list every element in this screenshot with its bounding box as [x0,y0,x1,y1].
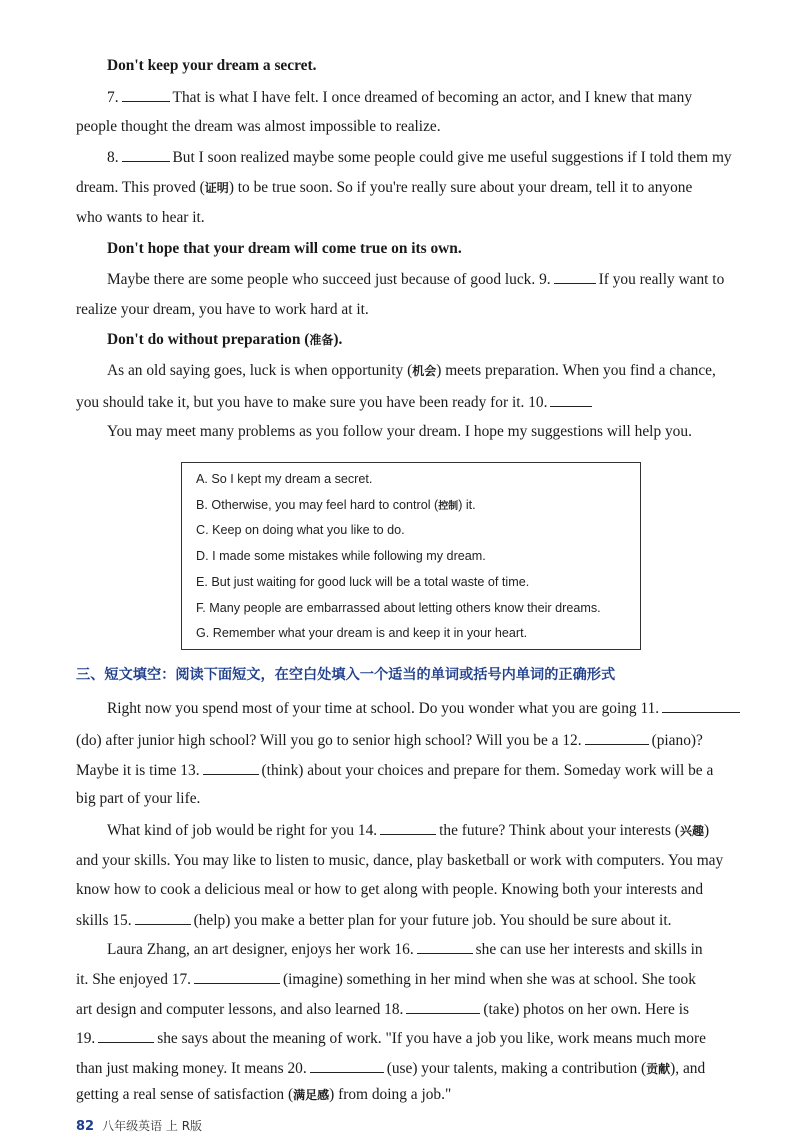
footer-text: 八年级英语 上 R版 [102,1119,203,1133]
text: ) from doing a job." [329,1086,452,1103]
option-g: G. Remember what your dream is and keep it in your heart. [196,626,528,640]
text: Laura Zhang, an art designer, enjoys her work 16. [107,941,414,958]
text: ) [703,822,710,839]
answer-blank-7[interactable] [122,87,170,102]
answer-blank-9[interactable] [554,269,596,284]
answer-blank-10[interactable] [550,392,592,407]
text: you should take it, but you have to make sure you have been ready for it. 10. [76,394,548,411]
paragraph-8-line-3: who wants to hear it. [76,209,205,226]
chinese-gloss: 证明 [204,181,229,195]
paragraph-7-line-1 [107,87,692,108]
text: Maybe it is time 13. [76,762,200,779]
option-a: A. So I kept my dream a secret. [196,472,373,486]
chinese-gloss: 控制 [438,501,459,512]
question-number-7: 7. [107,89,119,106]
s3-line-13 [76,1058,705,1079]
text: 19. [76,1030,96,1047]
chinese-gloss: 兴趣 [679,824,704,838]
text: B. Otherwise, you may feel hard to control ( [196,498,439,512]
option-b [196,497,476,515]
paragraph-8-line-2 [76,178,692,198]
text: (do) after junior high school? Will you go to senior high school? Will you be a 12. [76,732,582,749]
heading-preparation [107,330,342,350]
text: than just making money. It means 20. [76,1060,307,1077]
answer-blank-11[interactable] [662,698,740,713]
option-d: D. I made some mistakes while following my dream. [196,549,486,563]
question-number-8: 8. [107,149,119,166]
text: Maybe there are some people who succeed just because of good luck. 9. [107,271,551,288]
option-e: E. But just waiting for good luck will be a total waste of time. [196,575,530,589]
text: (think) about your choices and prepare for them. Someday work will be a [261,762,714,779]
answer-blank-13[interactable] [203,760,259,775]
text: dream. This proved ( [76,179,205,196]
answer-blank-16[interactable] [417,939,473,954]
chinese-gloss: 满足感 [293,1088,330,1102]
text: But I soon realized maybe some people could give me useful suggestions if I told them my [172,149,732,166]
text: art design and computer lessons, and also learned 18. [76,1001,404,1018]
s3-line-8 [76,910,671,931]
s3-line-1 [107,698,743,719]
paragraph-9-line-2: realize your dream, you have to work hard at it. [76,301,369,318]
s3-line-11 [76,999,689,1020]
text: (imagine) something in her mind when she was at school. She took [283,971,696,988]
heading-keep-secret: Don't keep your dream a secret. [107,57,317,74]
text: (take) photos on her own. Here is [483,1001,689,1018]
chinese-gloss: 机会 [412,364,437,378]
chinese-gloss: 准备 [309,333,334,347]
s3-line-10 [76,969,696,990]
text: Right now you spend most of your time at school. Do you wonder what you are going 11. [107,700,660,717]
text: What kind of job would be right for you 14. [107,822,378,839]
s3-line-2 [76,730,703,751]
s3-line-9 [107,939,703,960]
chinese-gloss: 贡献 [646,1062,671,1076]
text: she can use her interests and skills in [475,941,703,958]
text: (help) you make a better plan for your future job. You should be sure about it. [193,912,672,929]
text: it. She enjoyed 17. [76,971,191,988]
answer-options-box [181,462,641,650]
paragraph-closing: You may meet many problems as you follow your dream. I hope my suggestions will help you. [107,423,692,440]
answer-blank-8[interactable] [122,147,170,162]
text: ). [333,331,343,348]
answer-blank-19[interactable] [98,1028,154,1043]
paragraph-10-line-1 [107,361,716,381]
paragraph-10-line-2 [76,392,595,413]
option-f: F. Many people are embarrassed about letting others know their dreams. [196,601,601,615]
text: skills 15. [76,912,132,929]
text: she says about the meaning of work. "If you have a job you like, work means much more [157,1030,706,1047]
text: (use) your talents, making a contribution ( [386,1060,647,1077]
text: ) meets preparation. When you find a chance, [436,362,716,379]
answer-blank-12[interactable] [585,730,649,745]
paragraph-9-line-1 [107,269,724,290]
text: That is what I have felt. I once dreamed of becoming an actor, and I knew that many [172,89,693,106]
s3-line-5 [107,820,709,841]
answer-blank-17[interactable] [194,969,280,984]
text: As an old saying goes, luck is when opportunity ( [107,362,413,379]
text: the future? Think about your interests ( [439,822,680,839]
text: ) to be true soon. So if you're really sure about your dream, tell it to anyone [228,179,693,196]
section-3-title: 三、短文填空：阅读下面短文，在空白处填入一个适当的单词或括号内单词的正确形式 [76,667,616,683]
s3-line-12 [76,1028,706,1049]
heading-dont-hope: Don't hope that your dream will come true on its own. [107,240,462,257]
text: ), and [670,1060,706,1077]
s3-line-4: big part of your life. [76,790,201,807]
s3-line-6: and your skills. You may like to listen to music, dance, play basketball or work with computers. You may [76,852,724,869]
text: (piano)? [651,732,703,749]
answer-blank-14[interactable] [380,820,436,835]
text: getting a real sense of satisfaction ( [76,1086,294,1103]
answer-blank-18[interactable] [406,999,480,1014]
paragraph-7-line-2: people thought the dream was almost impossible to realize. [76,118,441,135]
answer-blank-15[interactable] [135,910,191,925]
page-number: 82 [76,1119,95,1134]
paragraph-8-line-1 [107,147,732,168]
text: ) it. [458,498,476,512]
text: Don't do without preparation ( [107,331,310,348]
s3-line-7: know how to cook a delicious meal or how to get along with people. Knowing both your interests and [76,881,704,898]
option-c: C. Keep on doing what you like to do. [196,523,405,537]
s3-line-3 [76,760,713,781]
answer-blank-20[interactable] [310,1058,384,1073]
text: If you really want to [598,271,725,288]
s3-line-14 [76,1085,451,1105]
